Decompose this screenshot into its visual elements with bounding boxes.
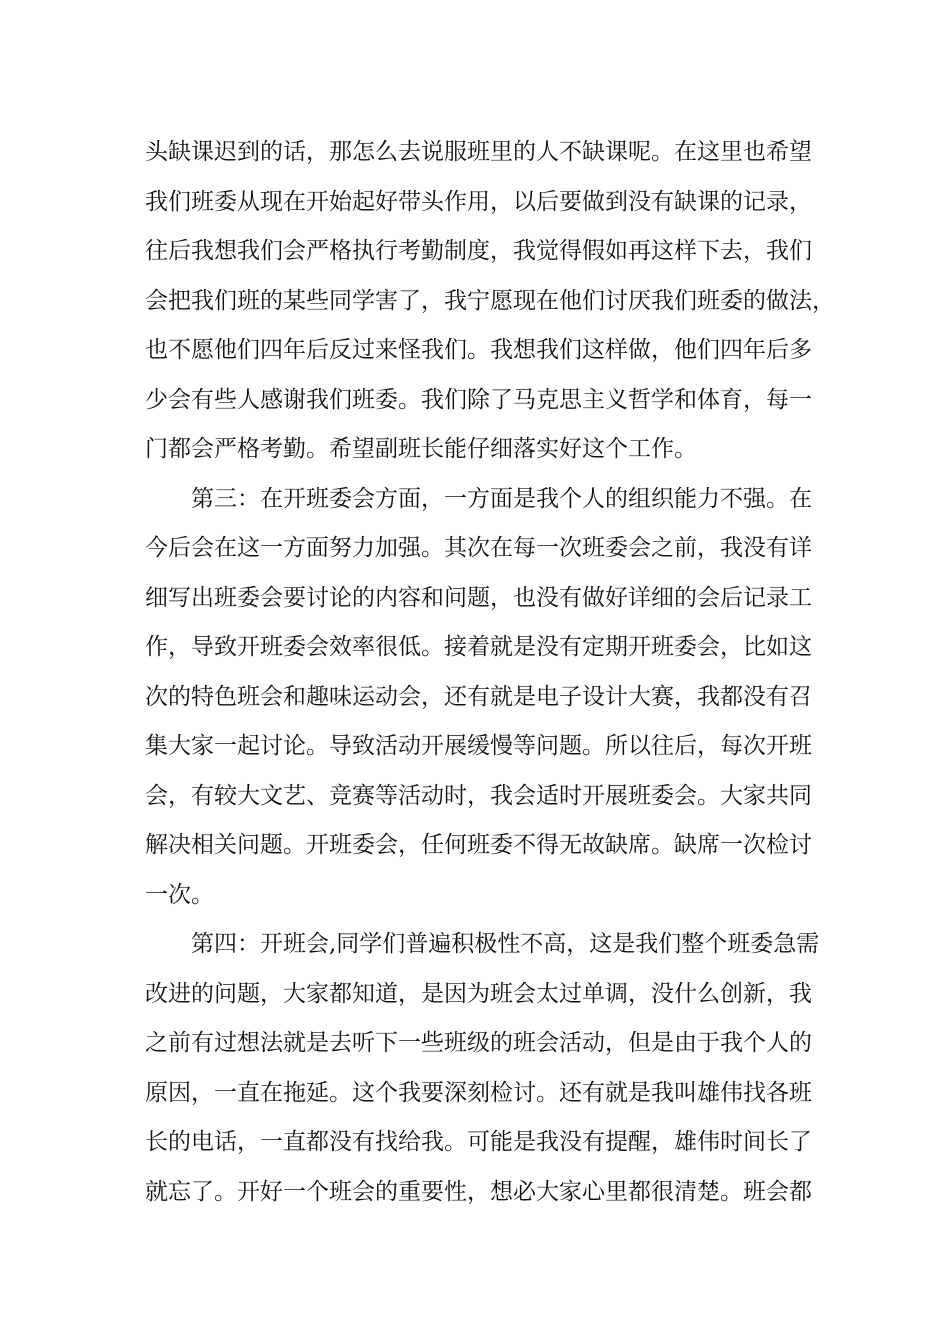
text-line: 会，有较大文艺、竞赛等活动时，我会适时开展班委会。大家共同 — [145, 782, 812, 809]
text-line: 就忘了。开好一个班会的重要性，想必大家心里都很清楚。班会都 — [145, 1178, 812, 1205]
text-line: 改进的问题，大家都知道，是因为班会太过单调，没什么创新，我 — [145, 980, 812, 1007]
text-line: 往后我想我们会严格执行考勤制度，我觉得假如再这样下去，我们 — [145, 238, 812, 264]
text-line: 集大家一起讨论。导致活动开展缓慢等问题。所以往后，每次开班 — [145, 733, 812, 759]
text-line: 原因，一直在拖延。这个我要深刻检讨。还有就是我叫雄伟找各班 — [145, 1079, 812, 1106]
text-line: 解决相关问题。开班委会，任何班委不得无故缺席。缺席一次检讨 — [145, 832, 812, 858]
text-line: 长的电话，一直都没有找给我。可能是我没有提醒，雄伟时间长了 — [145, 1129, 812, 1155]
text-line: 之前有过想法就是去听下一些班级的班会活动，但是由于我个人的 — [145, 1030, 812, 1056]
text-line: 会把我们班的某些同学害了，我宁愿现在他们讨厌我们班委的做法， — [145, 287, 835, 314]
text-line: 今后会在这一方面努力加强。其次在每一次班委会之前，我没有详 — [145, 535, 812, 561]
text-line: 作，导致开班委会效率很低。接着就是没有定期开班委会，比如这 — [145, 634, 812, 660]
text-line: 少会有些人感谢我们班委。我们除了马克思主义哲学和体育，每一 — [145, 386, 812, 413]
text-line: 一次。 — [145, 881, 214, 908]
text-line: 头缺课迟到的话，那怎么去说服班里的人不缺课呢。在这里也希望 — [145, 139, 812, 165]
text-line: 我们班委从现在开始起好带头作用，以后要做到没有缺课的记录， — [145, 188, 812, 215]
text-line: 也不愿他们四年后反过来怪我们。我想我们这样做，他们四年后多 — [145, 337, 812, 363]
text-line: 次的特色班会和趣味运动会，还有就是电子设计大赛，我都没有召 — [145, 683, 812, 710]
text-line: 细写出班委会要讨论的内容和问题，也没有做好详细的会后记录工 — [145, 584, 812, 611]
paragraph-start-line: 第四：开班会,同学们普遍积极性不高，这是我们整个班委急需 — [145, 931, 820, 957]
text-line: 门都会严格考勤。希望副班长能仔细落实好这个工作。 — [145, 436, 697, 462]
document-body — [145, 128, 835, 1217]
paragraph-start-line: 第三：在开班委会方面，一方面是我个人的组织能力不强。在 — [145, 485, 812, 512]
